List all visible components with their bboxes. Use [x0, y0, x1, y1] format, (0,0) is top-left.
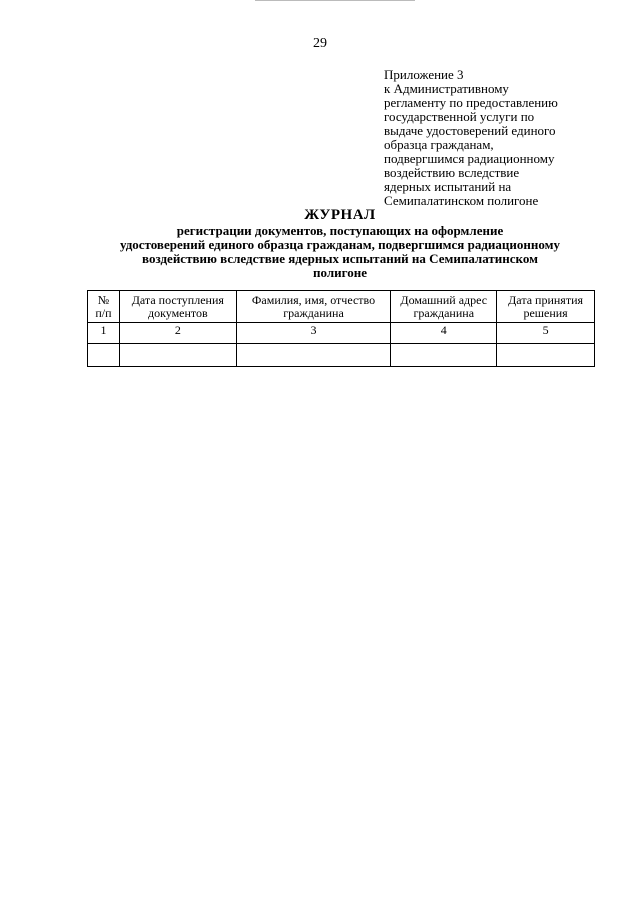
table-header-row — [88, 291, 595, 323]
journal-title: ЖУРНАЛ — [304, 207, 376, 223]
column-number: 3 — [236, 323, 391, 344]
appendix-note — [384, 68, 614, 208]
header-line: № — [97, 292, 110, 307]
empty-cell — [497, 344, 595, 367]
column-number: 5 — [497, 323, 595, 344]
header-line: решения — [523, 305, 568, 320]
appendix-line: ядерных испытаний на — [384, 179, 512, 194]
top-rule — [255, 0, 415, 1]
header-full-name — [236, 291, 391, 323]
appendix-line: подвергшимся радиационному — [384, 151, 555, 166]
column-number: 1 — [88, 323, 120, 344]
header-line: п/п — [95, 305, 112, 320]
journal-subtitle-line: полигоне — [313, 265, 367, 280]
header-line: Дата поступления — [131, 292, 224, 307]
empty-cell — [391, 344, 497, 367]
appendix-line: Семипалатинском полигоне — [384, 193, 539, 208]
header-number — [88, 291, 120, 323]
empty-entry-row — [88, 344, 595, 367]
empty-cell — [236, 344, 391, 367]
registration-journal-table — [87, 290, 595, 367]
appendix-line: выдаче удостоверений единого — [384, 123, 556, 138]
appendix-line: к Административному — [384, 81, 509, 96]
journal-subtitle-line: удостоверений единого образца гражданам, подвергшимся радиационному — [120, 237, 560, 252]
column-number: 4 — [391, 323, 497, 344]
journal-subtitle-line: регистрации документов, поступающих на оформление — [176, 223, 504, 238]
journal-heading — [70, 207, 610, 280]
header-line: Дата принятия — [508, 292, 584, 307]
empty-cell — [119, 344, 236, 367]
header-receipt-date — [119, 291, 236, 323]
appendix-line: регламенту по предоставлению — [384, 95, 558, 110]
appendix-line: образца гражданам, — [384, 137, 494, 152]
header-line: Домашний адрес — [400, 292, 488, 307]
header-line: гражданина — [283, 305, 344, 320]
header-decision-date — [497, 291, 595, 323]
column-number: 2 — [119, 323, 236, 344]
appendix-line: государственной услуги по — [384, 109, 535, 124]
header-line: документов — [147, 305, 208, 320]
column-number-row — [88, 323, 595, 344]
header-line: гражданина — [413, 305, 475, 320]
appendix-line: Приложение 3 — [384, 67, 464, 82]
header-home-address — [391, 291, 497, 323]
page-number: 29 — [313, 36, 327, 51]
header-line: Фамилия, имя, отчество — [251, 292, 376, 307]
journal-subtitle-line: воздействию вследствие ядерных испытаний на Семипалатинском — [142, 251, 538, 266]
empty-cell — [88, 344, 120, 367]
appendix-line: воздействию вследствие — [384, 165, 520, 180]
